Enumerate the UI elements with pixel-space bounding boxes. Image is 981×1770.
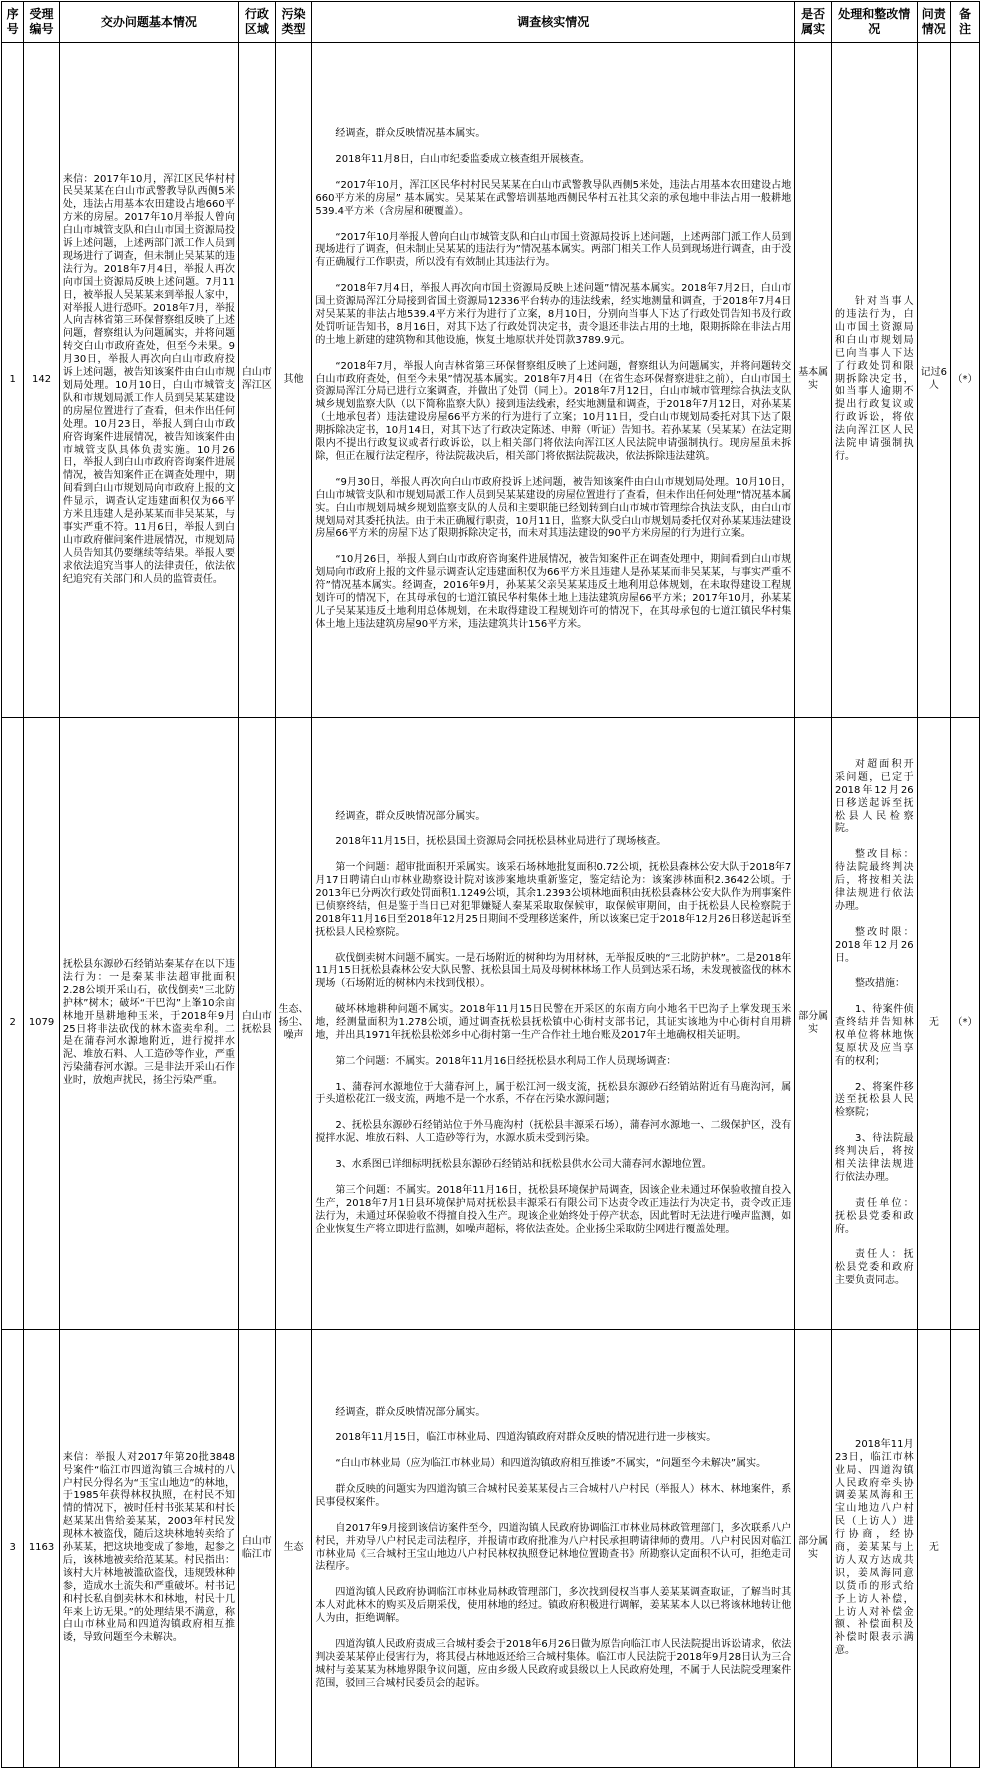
handling-paragraph: 2018年11月23日，临江市林业局、四道沟镇人民政府牵头协调姜某凤海和王宝山地边八户村民（上访人）进行协商，经协商，姜某某与上访人双方达成共识，姜凤海同意以货币的形式给予上访人补偿，上访人对补偿金额、补偿面积及补偿时限表示满意。: [834, 1438, 914, 1657]
findings-paragraph: 2018年11月15日，抚松县国土资源局会同抚松县林业局进行了现场核查。: [335, 836, 667, 848]
findings-paragraph: 1、蒲春河水源地位于大蒲春河上，属于松江河一级支流，抚松县东源砂石经销站附近有马鹿沟河，属于头道松花江一级支流，两地不是一个水系，不存在污染水源问题；: [315, 1081, 792, 1106]
cell-id: 142: [24, 43, 60, 718]
header-problem: 交办问题基本情况: [59, 2, 238, 43]
cell-region: 白山市抚松县: [238, 718, 275, 1330]
handling-paragraph: 2、将案件移送至抚松县人民检察院；: [834, 1081, 914, 1119]
findings-paragraph: 经调查，群众反映情况部分属实。: [335, 1406, 486, 1418]
findings-paragraph: 破坏林地耕种问题不属实。2018年11月15日民警在开采区的东南方向小地名干巴沟子上掌发现玉米地，经测量面积为1.278公顷，通过调查抚松县抚松镇中心街村支部书记，其证实该地为中心街村自用耕地，并出具1971年抚松县松郊乡中心街村第一生产合作社土地台账及2017年土地确权相关证明。: [315, 1004, 792, 1041]
findings-paragraph: 3、水系图已详细标明抚松县东源砂石经销站和抚松县供水公司大蒲春河水源地位置。: [335, 1159, 712, 1171]
cell-type: 其他: [275, 43, 312, 718]
table-row: [2, 718, 980, 1330]
findings-paragraph: 经调查，群众反映情况基本属实。: [335, 128, 486, 140]
cell-handling: [831, 43, 917, 718]
findings-paragraph: “2017年10月举报人曾向白山市城管支队和白山市国土资源局投诉上述问题，上述两部门派工作人员到现场进行了调查，但未制止吴某某的违法行为”情况基本属实。两部门相关工作人员到现场进行调查，由于没有正确履行工作职责，所以没有有效制止其违法行为。: [315, 231, 792, 269]
cell-note: [951, 1330, 980, 1768]
findings-paragraph: 经调查，群众反映情况部分属实。: [335, 810, 486, 822]
cell-problem: 抚松县东源砂石经销站秦某存在以下违法行为：一是秦某非法超审批面积2.28公顷开采山石，砍伐倒卖“三北防护林”树木；破坏“干巴沟”上峯10余亩林地开垦耕地种玉米，于2018年9月25日将非法砍伐的林木盗卖牟利。二是在蒲春河水源地附近，进行搅拌水泥、堆放石料、人工造砂等作业，严重污染蒲春河水源。三是非法开采山石作业时，放炮声扰民，扬尘污染严重。: [59, 718, 238, 1330]
findings-paragraph: 2、抚松县东源砂石经销站位于外马鹿沟村（抚松县丰源采石场），蒲春河水源地一、二级保护区，没有搅拌水泥、堆放石料、人工造砂等行为，水源水质未受到污染。: [315, 1120, 792, 1145]
cell-id: 1163: [24, 1330, 60, 1768]
handling-paragraph: 整改措施：: [854, 978, 905, 990]
header-region: 行政区域: [238, 2, 275, 43]
findings-paragraph: “2017年10月，浑江区民华村村民吴某某在白山市武警教导队西侧5米处，违法占用基本农田建设占地660平方米的房屋” 基本属实。吴某某在武警培训基地西侧民华村五社其父亲的承包地中非法占用一般耕地539.4平方米（含房屋和硬覆盖）。: [315, 179, 792, 217]
table-row: [2, 43, 980, 718]
cell-type: 生态: [275, 1330, 312, 1768]
cell-true: 基本属实: [795, 43, 832, 718]
findings-paragraph: 第一个问题：超审批面积开采属实。该采石场林地批复面积0.72公顷，抚松县森林公安大队于2018年7月17日聘请白山市林业勘察设计院对该涉案地块重新鉴定，鉴定结论为：该案涉林面积2.3642公顷。于2013年已分两次行政处罚面积1.1249公顷，其余1.2393公顷林地面积由抚松县森林公安大队作为刑事案件已侦察终结，但是鉴于当日已对犯罪嫌疑人秦某采取取保候审，取保候审期间，由于抚松县人民检察院于2018年11月16日至2018年12月25日期间不受理移送案件，所以该案已定于2018年12月26日移送起诉至抚松县人民检察院。: [315, 862, 792, 938]
handling-paragraph: 针对当事人的违法行为，白山市国土资源局和白山市规划局已向当事人下达了行政处罚和限期拆除决定书，如当事人逾期不提出行政复议或行政诉讼，将依法向浑江区人民法院申请强制执行。: [834, 296, 914, 462]
supervision-table: [1, 1, 980, 1768]
cell-findings: [312, 718, 795, 1330]
cell-seq: 1: [2, 43, 24, 718]
cell-problem: 来信：举报人对2017年第20批3848号案件“临江市四道沟镇三合城村的八户村民分得名为“玉宝山地边”的林地，于1985年获得林权执照，在村民不知情的情况下，被时任村书张某某和村长赵某某出售给姜某某，2003年村民发现林木被盗伐，随后这块林地转卖给了孙某某，把这块地变成了参地，起参之后，该林地被卖给范某某。村民指出：该村大片林地被滥砍盗伐，违规毁林种参，造成水土流失和严重破坏。村书记和村长私自倒卖林木和林地，村民十几年来上访无果。”的处理结果不满意，称白山市林业局和四道沟镇政府相互推诿，导致问题至今未解决。: [59, 1330, 238, 1768]
header-handling: 处理和整改情况: [831, 2, 917, 43]
header-id: 受理编号: [24, 2, 60, 43]
cell-findings: [312, 1330, 795, 1768]
cell-region: 白山市浑江区: [238, 43, 275, 718]
findings-paragraph: 自2017年9月接到该信访案件至今，四道沟镇人民政府协调临江市林业局林政管理部门，多次联系八户村民，并劝导八户村民走司法程序，并报请市政府批准为八户村民承担聘请律师的费用。八户村民因对临江市林业局《三合城村王宝山地边八户村民林权执照登记林地位置勘查书》所勘察认定面积不认可，拒绝走司法程序。: [315, 1522, 792, 1573]
cell-accountability: 记过6人: [917, 43, 950, 718]
cell-type: 生态、扬尘、噪声: [275, 718, 312, 1330]
findings-paragraph: 群众反映的问题实为四道沟镇三合城村民姜某某侵占三合城村八户村民（举报人）林木、林地案件，系民事侵权案件。: [315, 1483, 792, 1508]
cell-problem: 来信：2017年10月，浑江区民华村村民吴某某在白山市武警教导队西侧5米处，违法占用基本农田建设占地660平方米的房屋。2017年10月举报人曾向白山市城管支队和白山市国土资源局投诉上述问题，上述两部门派工作人员到现场进行了调查，但未制止吴某某的违法行为。2018年7月4日，举报人再次向市国土资源局反映上述问题。7月11日，被举报人吴某某来到举报人家中，对举报人进行恐吓。2018年7月，举报人向吉林省第三环保督察组反映了上述问题，督察组认为问题属实，并将问题转交白山市政府查处，但至今未果。9月30日，举报人再次向白山市政府投诉上述问题，被告知该案件由白山市规划局处理。10月10日，白山市城管支队和市规划局派工作人员到吴某某建设的房屋位置进行了查看，但未作出任何处理。10月23日，举报人到白山市政府咨询案件进展情况，被告知该案件由市城管支队具体负责实施。10月26日，举报人到白山市政府咨询案件进展情况，被告知案件正在调查处理中，期间看到白山市规划局向市政府上报的文件显示，调查认定违建面积仅为66平方米且违建人是孙某某而非吴某某，与事实严重不符。11月6日，举报人到白山市政府催问案件进展情况，市规划局人员告知其仍要继续等结果。举报人要求依法追究当事人的法律责任，依法依纪追究有关部门和人员的监管责任。: [59, 43, 238, 718]
handling-paragraph: 整改目标：待法院最终判决后，将按相关法律法规进行依法办理。: [834, 849, 914, 912]
findings-paragraph: 2018年11月15日，临江市林业局、四道沟镇政府对群众反映的情况进行进一步核实。: [335, 1432, 717, 1444]
findings-paragraph: 四道沟镇人民政府协调临江市林业局林政管理部门，多次找到侵权当事人姜某某调查取证，了解当时其本人对此林木的购买及后期采伐，使用林地的经过。镇政府积极进行调解，姜某某本人以已将该林地转让他人为由，拒绝调解。: [315, 1587, 792, 1625]
findings-paragraph: “10月26日，举报人到白山市政府咨询案件进展情况，被告知案件正在调查处理中，期间看到白山市规划局向市政府上报的文件显示调查认定违建面积仅为66平方米且违建人是孙某某而非吴某某，与事实严重不符”情况基本属实。经调查，2016年9月，孙某某父亲吴某某违反土地利用总体规划，在未取得建设工程规划许可的情况下，在其母承包的七道江镇民华村集体土地上违法建筑房屋66平方米；2017年10月，孙某某儿子吴某某违反土地利用总体规划，在未取得建设工程规划许可的情况下，在其母承包的七道江镇民华村集体土地上违法建筑房屋90平方米，违法建筑共计156平方米。: [315, 554, 792, 630]
findings-paragraph: “9月30日，举报人再次向白山市政府投诉上述问题，被告知该案件由白山市规划局处理。10月10日，白山市城管支队和市规划局派工作人员到吴某某建设的房屋位置进行了查看，但未作出任何处理”情况基本属实。白山市规划局城乡规划监察支队的人员和主要职能已经划转到白山市城市管理综合执法支队，由白山市规划局对其委托执法。由于未正确履行职责，10月11日，监察大队受白山市规划局委托仅对孙某某违法建设房屋66平方米的房屋下达了限期拆除决定书，而未对其违法建设的90平方米房屋的行为进行立案。: [315, 476, 792, 540]
findings-paragraph: 第二个问题：不属实。2018年11月16日经抚松县水利局工作人员现场调查：: [335, 1055, 677, 1067]
findings-paragraph: “白山市林业局（应为临江市林业局）和四道沟镇政府相互推诿”不属实，“问题至今未解决”属实。: [335, 1458, 767, 1470]
cell-handling: [831, 718, 917, 1330]
cell-id: 1079: [24, 718, 60, 1330]
header-seq: 序号: [2, 2, 24, 43]
handling-paragraph: 3、待法院最终判决后，将按相关法律法规进行依法办理。: [834, 1133, 914, 1183]
cell-findings: [312, 43, 795, 718]
cell-seq: 3: [2, 1330, 24, 1768]
handling-paragraph: 1、待案件侦查终结并告知林权单位将林地恢复原状及应当享有的权利；: [834, 1004, 914, 1067]
handling-paragraph: 整改时限：2018年12月26日。: [834, 926, 914, 964]
cell-handling: [831, 1330, 917, 1768]
handling-paragraph: 对超面积开采问题，已定于2018年12月26日移送起诉至抚松县人民检察院。: [834, 758, 914, 835]
findings-paragraph: 2018年11月8日，白山市纪委监委成立核查组开展核查。: [335, 154, 590, 166]
findings-paragraph: “2018年7月4日，举报人再次向市国土资源局反映上述问题”情况基本属实。2018年7月2日，白山市国土资源局浑江分局接到省国土资源局12336平台转办的违法线索，经实地测量和调查，于2018年7月4日对吴某某的非法占地539.4平方米行为进行了立案，8月10日，分别向当事人下达了行政处罚告知书及行政处罚听证告知书，8月16日，对其下达了行政处罚决定书，责令退还非法占用的土地，限期拆除在非法占用的土地上新建的建筑物和其他设施，恢复土地原状并处罚款3789.9元。: [315, 283, 792, 346]
cell-region: 白山市临江市: [238, 1330, 275, 1768]
header-note: 备注: [951, 2, 980, 43]
header-accountability: 问责情况: [917, 2, 950, 43]
cell-accountability: 无: [917, 1330, 950, 1768]
handling-paragraph: 责任人：抚松县党委和政府主要负责同志。: [834, 1249, 914, 1287]
findings-paragraph: 第三个问题：不属实。2018年11月16日，抚松县环境保护局调查，因该企业未通过环保验收擅自投入生产，2018年7月1日县环境保护局对抚松县丰源采石有限公司下达责令改正违法行为决定书，责令改正违法行为，未通过环保验收不得擅自投入生产。现该企业始终处于停产状态，因此暂时无法进行噪声监测，如企业恢复生产将立即进行监测，如噪声超标，将依法查处。企业扬尘采取防尘网进行覆盖处理。: [315, 1184, 792, 1235]
header-row: [2, 2, 980, 43]
header-type: 污染类型: [275, 2, 312, 43]
cell-note: （*）: [951, 43, 980, 718]
cell-seq: 2: [2, 718, 24, 1330]
findings-paragraph: 砍伐倒卖树木问题不属实。一是石场附近的树种均为用材林，无举报反映的“三北防护林”。二是2018年11月15日抚松县森林公安大队民警、抚松县国土局及母树林林场工作人员到达采石场，未发现被盗伐的林木现场（石场附近的树林内未找到伐根）。: [315, 952, 792, 990]
handling-paragraph: 责任单位：抚松县党委和政府。: [834, 1197, 914, 1235]
cell-note: （*）: [951, 718, 980, 1330]
header-true: 是否属实: [795, 2, 832, 43]
findings-paragraph: 四道沟镇人民政府责成三合城村委会于2018年6月26日做为原告向临江市人民法院提出诉讼请求，依法判决姜某某停止侵害行为，将其侵占林地返还给三合城村集体。临江市人民法院于2018年9月28日认为三合城村与姜某某为林地界限争议问题，应由乡级人民政府或县级以上人民政府处理，不属于人民法院受理案件范围，驳回三合城村民委员会的起诉。: [315, 1638, 792, 1689]
findings-paragraph: “2018年7月，举报人向吉林省第三环保督察组反映了上述问题，督察组认为问题属实，并将问题转交白山市政府查处，但至今未果”情况基本属实。2018年7月4日（在省生态环保督察进驻之前），白山市国土资源局浑江分局已进行立案调查，并做出了处罚（同上）。2018年7月12日，白山市城市管理综合执法支队城乡规划监察大队（以下简称监察大队）接到违法线索，经实地测量和调查，于2018年7月12日，对孙某某（土地承包者）违法建设房屋66平方米的行为进行了立案；10月11日，受白山市规划局委托对其下达了限期拆除决定书，10月14日，对其下达了行政决定陈述、申辩（听证）告知书。若孙某某（吴某某）在法定期限内不提出行政复议或者行政诉讼，以上相关部门将依法向浑江区人民法院申请强制执行。现房屋虽未拆除，但正在履行法定程序，待法院裁决后，相关部门将依据法院裁决，依法拆除违法建筑。: [315, 360, 792, 462]
table-row: [2, 1330, 980, 1768]
header-findings: 调查核实情况: [312, 2, 795, 43]
cell-accountability: 无: [917, 718, 950, 1330]
cell-true: 部分属实: [795, 1330, 832, 1768]
cell-true: 部分属实: [795, 718, 832, 1330]
